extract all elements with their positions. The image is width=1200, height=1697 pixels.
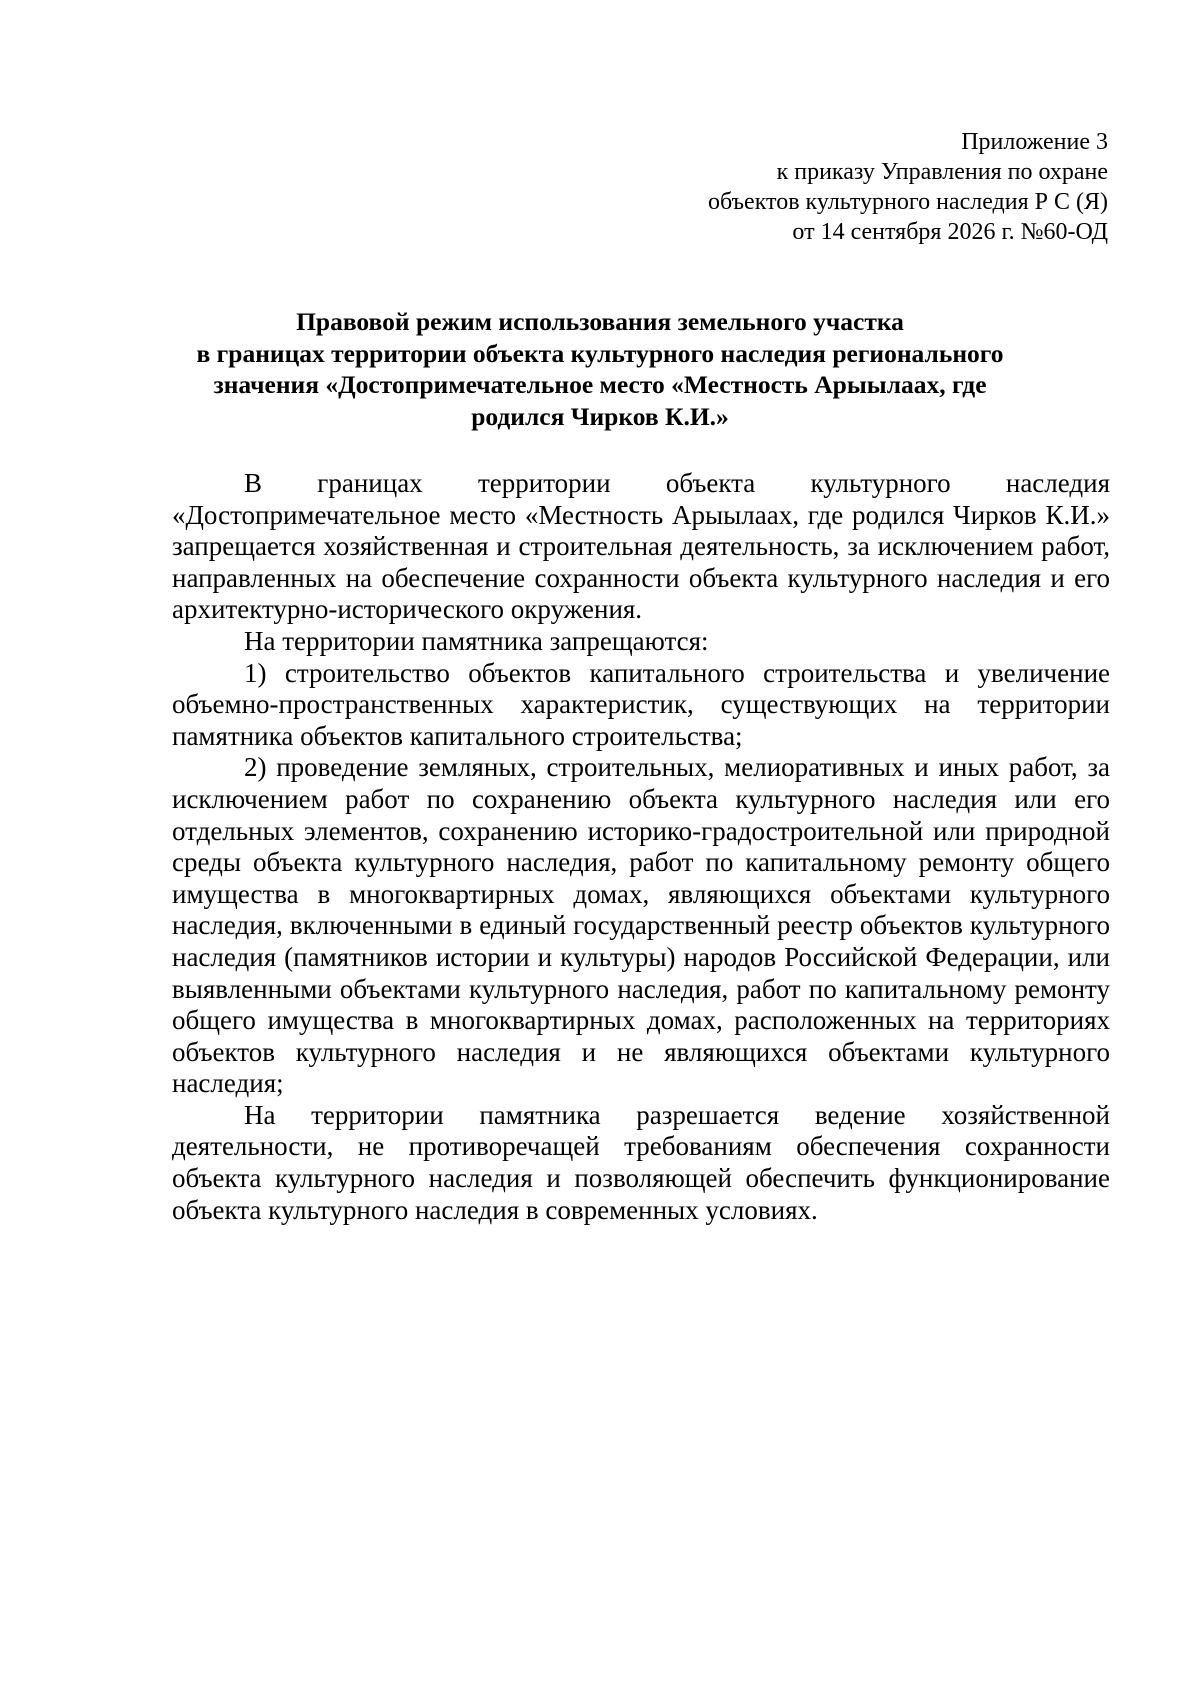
paragraph-permitted-activity: На территории памятника разрешается ведение хозяйственной деятельности, не противоречащей требованиям обеспечения сохранности объекта культурного наследия и позволяющей обеспечить функционирование объекта культурного наследия в современных условиях.	[172, 1099, 1110, 1225]
paragraph-item-1: 1) строительство объектов капитального строительства и увеличение объемно-пространственных характеристик, существующих на территории памятника объектов капитального строительства;	[172, 657, 1110, 751]
annex-order-reference: к приказу Управления по охране	[776, 159, 1108, 185]
title-line-2: в границах территории объекта культурного наследия регионального	[196, 338, 1004, 368]
annex-header	[408, 127, 1108, 247]
paragraph-restrictions-intro: В границах территории объекта культурного наследия «Достопримечательное место «Местность Арыылаах, где родился Чирков К.И.» запрещается хозяйственная и строительная деятельность, за исключением работ, направленных на обеспечение сохранности объекта культурного наследия и его архитектурно-исторического окружения.	[172, 468, 1110, 625]
title-line-4: родился Чирков К.И.»	[471, 401, 729, 431]
paragraph-item-2: 2) проведение земляных, строительных, мелиоративных и иных работ, за исключением работ по сохранению объекта культурного наследия или его отдельных элементов, сохранению историко-градостроительной или природной среды объекта культурного наследия, работ по капитальному ремонту общего имущества в многоквартирных домах, являющихся объектами культурного наследия, включенными в единый государственный реестр объектов культурного наследия (памятников истории и культуры) народов Российской Федерации, или выявленными объектами культурного наследия, работ по капитальному ремонту общего имущества в многоквартирных домах, расположенных на территориях объектов культурного наследия и не являющихся объектами культурного наследия;	[172, 752, 1110, 1099]
title-line-1: Правовой режим использования земельного участка	[296, 307, 904, 336]
paragraph-prohibited-heading: На территории памятника запрещаются:	[244, 625, 709, 656]
title-line-3: значения «Достопримечательное место «Местность Арыылаах, где	[213, 370, 987, 399]
annex-order-date: от 14 сентября 2026 г. №60-ОД	[792, 219, 1108, 245]
annex-authority: объектов культурного наследия Р С (Я)	[708, 189, 1108, 215]
document-title	[140, 306, 1060, 432]
annex-number: Приложение 3	[961, 129, 1108, 155]
document-body	[172, 468, 1110, 1226]
